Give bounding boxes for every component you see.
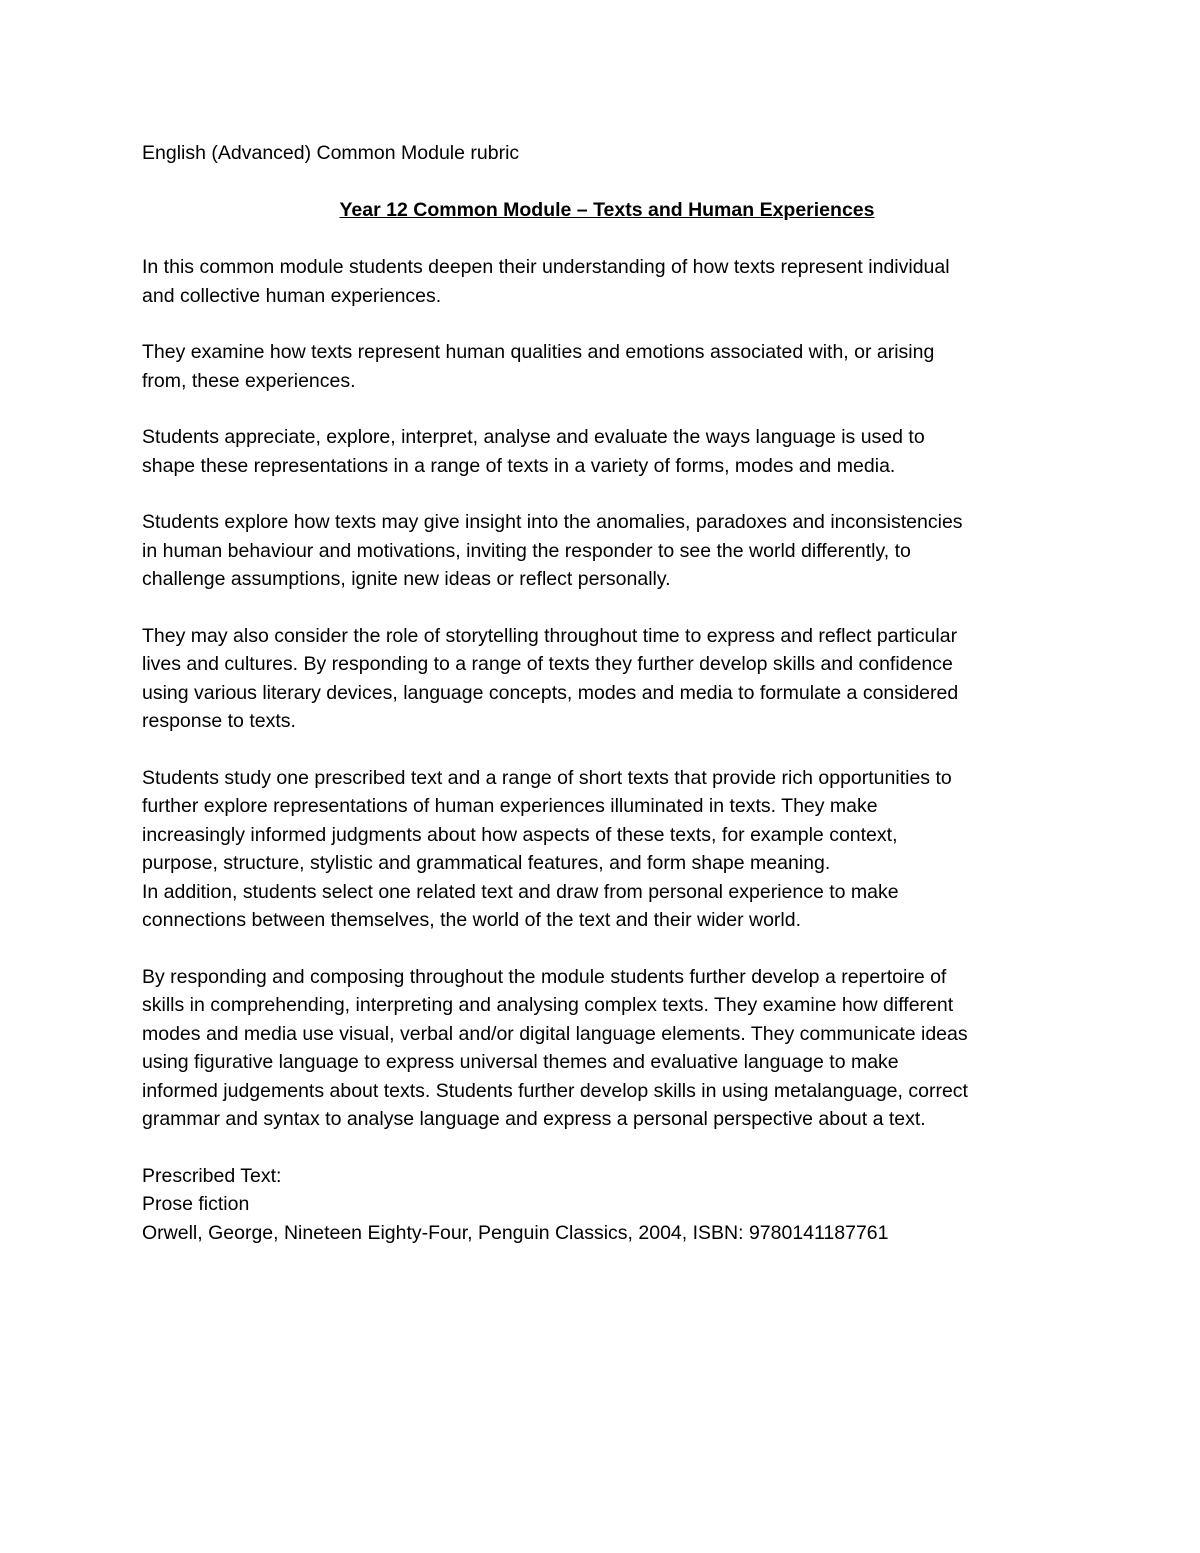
paragraph-line: in human behaviour and motivations, inviting the responder to see the world differently, to — [142, 539, 911, 562]
paragraph-line: further explore representations of human experiences illuminated in texts. They make — [142, 795, 878, 817]
paragraph-line: In this common module students deepen their understanding of how texts represent individual — [142, 256, 950, 278]
prescribed-heading: Prescribed Text: — [142, 1164, 282, 1187]
paragraph — [142, 963, 1072, 1134]
prescribed-text-section — [142, 1162, 1072, 1248]
document-header: English (Advanced) Common Module rubric — [142, 142, 520, 164]
document-content — [142, 139, 1072, 1247]
paragraph-line: By responding and composing throughout the module students further develop a repertoire of — [142, 965, 947, 988]
paragraph-line: from, these experiences. — [142, 369, 356, 392]
paragraph-line: purpose, structure, stylistic and grammatical features, and form shape meaning. — [142, 852, 831, 874]
paragraph-line: challenge assumptions, ignite new ideas or reflect personally. — [142, 568, 671, 590]
paragraph-line: grammar and syntax to analyse language and express a personal perspective about a text. — [142, 1108, 926, 1130]
paragraph-line: using various literary devices, language concepts, modes and media to formulate a considered — [142, 681, 959, 704]
paragraph-line: and collective human experiences. — [142, 284, 442, 307]
paragraph-line: lives and cultures. By responding to a range of texts they further develop skills and confidence — [142, 653, 953, 675]
paragraph — [142, 423, 1072, 480]
prescribed-type: Prose fiction — [142, 1193, 250, 1215]
paragraph-line: shape these representations in a range of texts in a variety of forms, modes and media. — [142, 454, 896, 477]
paragraph-line: connections between themselves, the world of the text and their wider world. — [142, 909, 802, 931]
paragraph-line: Students appreciate, explore, interpret, analyse and evaluate the ways language is used to — [142, 426, 925, 448]
paragraph — [142, 622, 1072, 736]
document-title: Year 12 Common Module – Texts and Human Experiences — [339, 199, 875, 221]
paragraph-line: They may also consider the role of storytelling throughout time to express and reflect particular — [142, 624, 958, 647]
paragraph-line: Students explore how texts may give insight into the anomalies, paradoxes and inconsistencies — [142, 511, 963, 533]
paragraph — [142, 764, 1072, 935]
prescribed-citation: Orwell, George, Nineteen Eighty-Four, Penguin Classics, 2004, ISBN: 9780141187761 — [142, 1221, 889, 1244]
paragraph-line: increasingly informed judgments about how aspects of these texts, for example context, — [142, 823, 898, 846]
paragraph — [142, 253, 1072, 310]
paragraph-line: using figurative language to express universal themes and evaluative language to make — [142, 1051, 899, 1073]
paragraph — [142, 338, 1072, 395]
paragraph-line: In addition, students select one related text and draw from personal experience to make — [142, 880, 899, 903]
paragraph-line: skills in comprehending, interpreting and analysing complex texts. They examine how different — [142, 994, 954, 1016]
paragraph — [142, 508, 1072, 594]
paragraph-line: Students study one prescribed text and a range of short texts that provide rich opportunities to — [142, 766, 952, 789]
paragraph-line: modes and media use visual, verbal and/or digital language elements. They communicate ideas — [142, 1022, 968, 1045]
paragraph-line: They examine how texts represent human qualities and emotions associated with, or arising — [142, 341, 935, 363]
paragraph-line: response to texts. — [142, 710, 296, 732]
paragraph-line: informed judgements about texts. Students further develop skills in using metalanguage, correct — [142, 1079, 968, 1102]
